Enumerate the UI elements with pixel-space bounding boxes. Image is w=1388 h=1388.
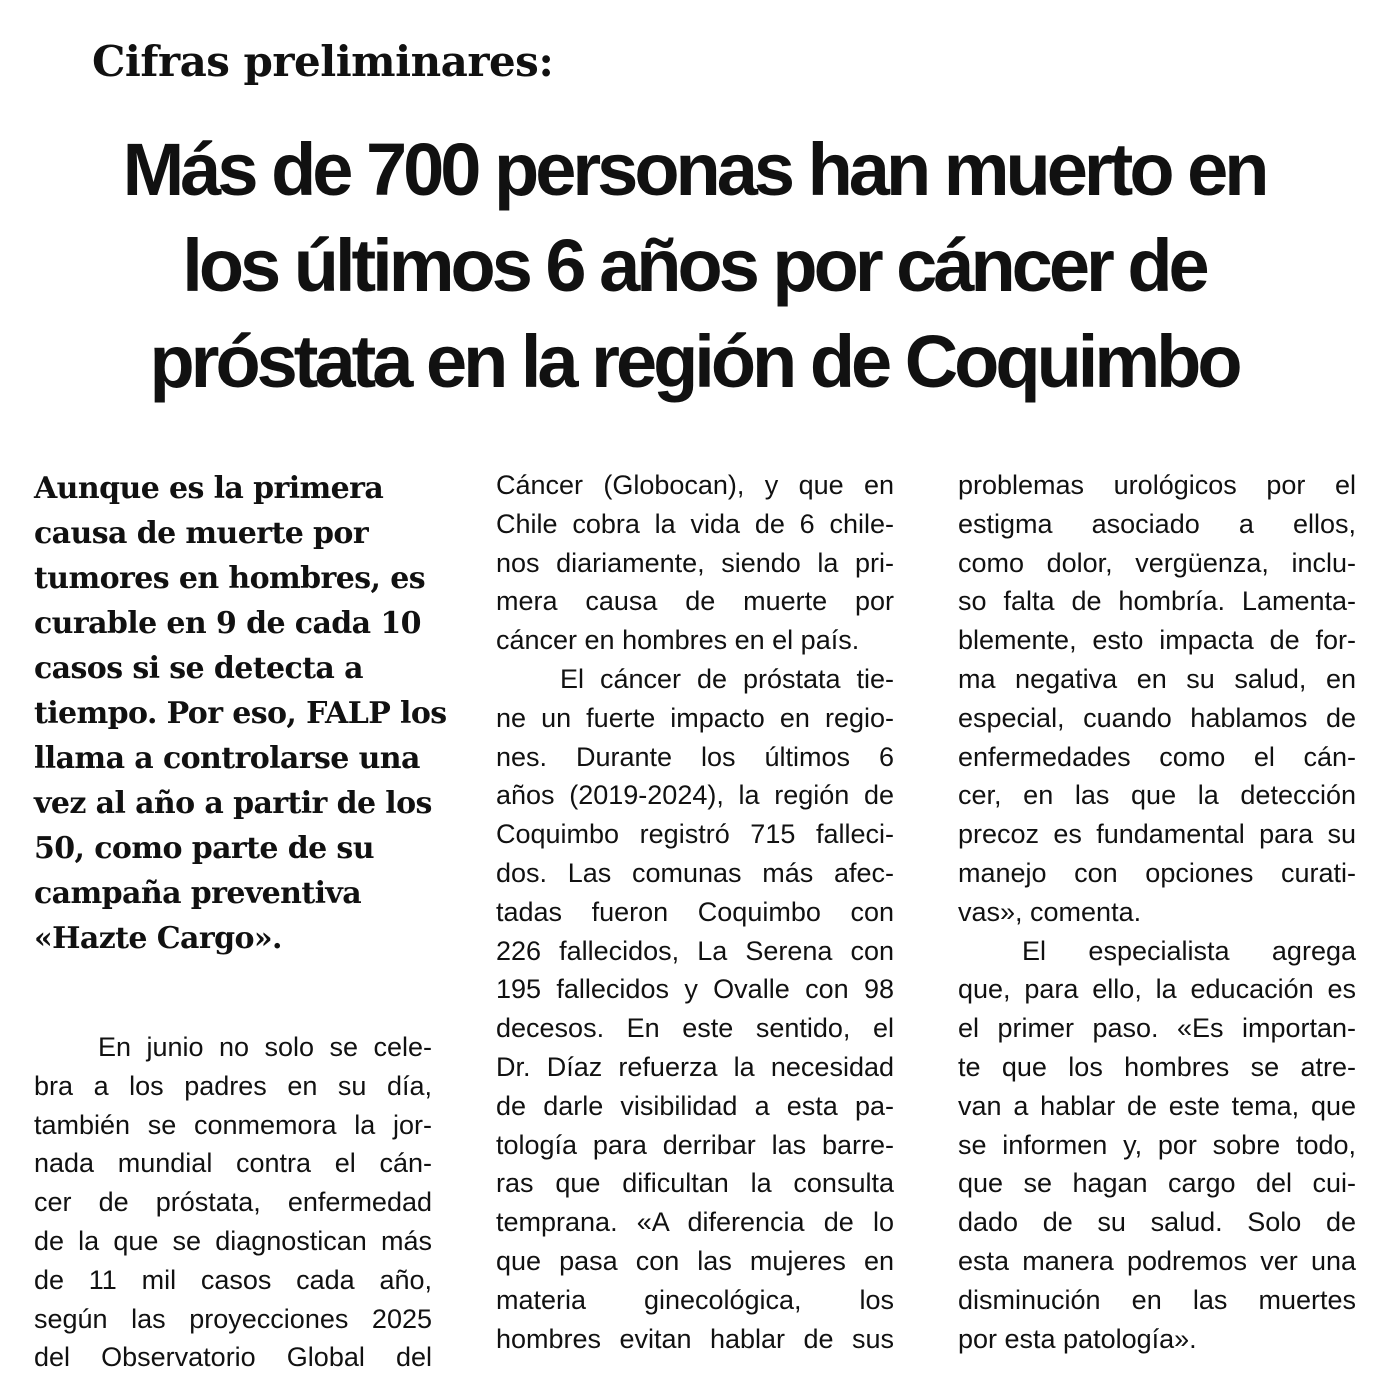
body-line: mera causa de muerte por: [496, 586, 894, 617]
body-line: por esta patología».: [958, 1323, 1197, 1354]
body-line: disminución en las muertes: [958, 1284, 1356, 1315]
body-line: bra a los padres en su día,: [34, 1070, 432, 1101]
body-line: tadas fueron Coquimbo con: [496, 896, 894, 927]
body-line: dado de su salud. Solo de: [958, 1207, 1356, 1238]
body-line: que pasa con las mujeres en: [496, 1245, 894, 1276]
body-line: especial, cuando hablamos de: [958, 702, 1356, 733]
body-line: manejo con opciones curati-: [958, 857, 1356, 888]
body-line: el primer paso. «Es importan-: [958, 1013, 1356, 1044]
body-line: también se conmemora la jor-: [34, 1109, 432, 1140]
body-line: blemente, esto impacta de for-: [958, 625, 1356, 656]
body-line: de 11 mil casos cada año,: [34, 1264, 432, 1295]
body-line: del Observatorio Global del: [34, 1342, 432, 1373]
body-line: Chile cobra la vida de 6 chile-: [496, 508, 894, 539]
body-line: Dr. Díaz refuerza la necesidad: [496, 1051, 894, 1082]
body-line: so falta de hombría. Lamenta-: [958, 586, 1356, 617]
article-column-2: [496, 466, 894, 1358]
body-line: precoz es fundamental para su: [958, 819, 1356, 850]
headline-line: Más de 700 personas han muerto en: [122, 128, 1266, 211]
body-line: ne un fuerte impacto en regio-: [496, 702, 894, 733]
body-line: enfermedades como el cán-: [958, 741, 1356, 772]
headline-line: próstata en la región de Coquimbo: [149, 320, 1239, 403]
body-line: según las proyecciones 2025: [34, 1303, 432, 1334]
lead-line: llama a controlarse una: [34, 741, 420, 776]
headline-line: los últimos 6 años por cáncer de: [182, 224, 1206, 307]
body-line: dos. Las comunas más afec-: [496, 857, 894, 888]
body-line: Coquimbo registró 715 falleci-: [496, 819, 894, 850]
body-line: cer de próstata, enfermedad: [34, 1187, 432, 1218]
body-line: materia ginecológica, los: [496, 1284, 894, 1315]
lead-line: casos si se detecta a: [34, 651, 363, 686]
body-line: hombres evitan hablar de sus: [496, 1323, 894, 1354]
body-line: temprana. «A diferencia de lo: [496, 1207, 894, 1238]
body-line: te que los hombres se atre-: [958, 1051, 1356, 1082]
body-line: 226 fallecidos, La Serena con: [496, 935, 894, 966]
body-line: problemas urológicos por el: [958, 470, 1356, 500]
body-line: que, para ello, la educación es: [958, 974, 1356, 1005]
body-line: tología para derribar las barre-: [496, 1129, 894, 1160]
lead-line: tiempo. Por eso, FALP los: [34, 696, 447, 731]
body-line: de la que se diagnostican más: [34, 1225, 432, 1256]
body-line: En junio no solo se cele-: [98, 1032, 432, 1062]
body-line: años (2019-2024), la región de: [496, 780, 894, 811]
body-line: nes. Durante los últimos 6: [496, 741, 894, 772]
lead-line: causa de muerte por: [34, 516, 369, 551]
article-lead: [34, 466, 447, 961]
lead-line: tumores en hombres, es: [34, 561, 425, 596]
body-line: ma negativa en su salud, en: [958, 663, 1356, 694]
body-line: cer, en las que la detección: [958, 780, 1356, 811]
body-line: vas», comenta.: [958, 896, 1142, 927]
body-line: ras que dificultan la consulta: [496, 1168, 894, 1199]
body-line: nada mundial contra el cán-: [34, 1148, 432, 1179]
article-column-3: [958, 466, 1356, 1358]
article-column-1: [34, 466, 447, 1377]
body-line: van a hablar de este tema, que: [958, 1090, 1356, 1121]
body-line: Cáncer (Globocan), y que en: [496, 470, 894, 500]
body-line: de darle visibilidad a esta pa-: [496, 1090, 894, 1121]
body-line: que se hagan cargo del cui-: [958, 1168, 1356, 1199]
lead-line: campaña preventiva: [34, 876, 362, 911]
body-line: nos diariamente, siendo la pri-: [496, 547, 894, 578]
body-line: se informen y, por sobre todo,: [958, 1129, 1356, 1160]
body-line: estigma asociado a ellos,: [958, 508, 1356, 539]
lead-spacer: [34, 961, 432, 1028]
body-line: 195 fallecidos y Ovalle con 98: [496, 974, 894, 1005]
lead-line: Aunque es la primera: [34, 471, 384, 506]
body-line: esta manera podremos ver una: [958, 1245, 1356, 1276]
lead-line: 50, como parte de su: [34, 831, 374, 866]
body-line: como dolor, vergüenza, inclu-: [958, 547, 1356, 578]
lead-line: «Hazte Cargo».: [34, 921, 282, 956]
article-kicker: Cifras preliminares:: [92, 37, 554, 86]
body-line: El especialista agrega: [1022, 935, 1356, 966]
article-headline: [0, 122, 1388, 410]
lead-line: vez al año a partir de los: [34, 786, 432, 821]
lead-line: curable en 9 de cada 10: [34, 606, 421, 641]
body-line: decesos. En este sentido, el: [496, 1013, 894, 1044]
body-line: cáncer en hombres en el país.: [496, 625, 860, 656]
body-paragraph: [34, 1028, 432, 1377]
body-line: El cáncer de próstata tie-: [560, 663, 894, 694]
